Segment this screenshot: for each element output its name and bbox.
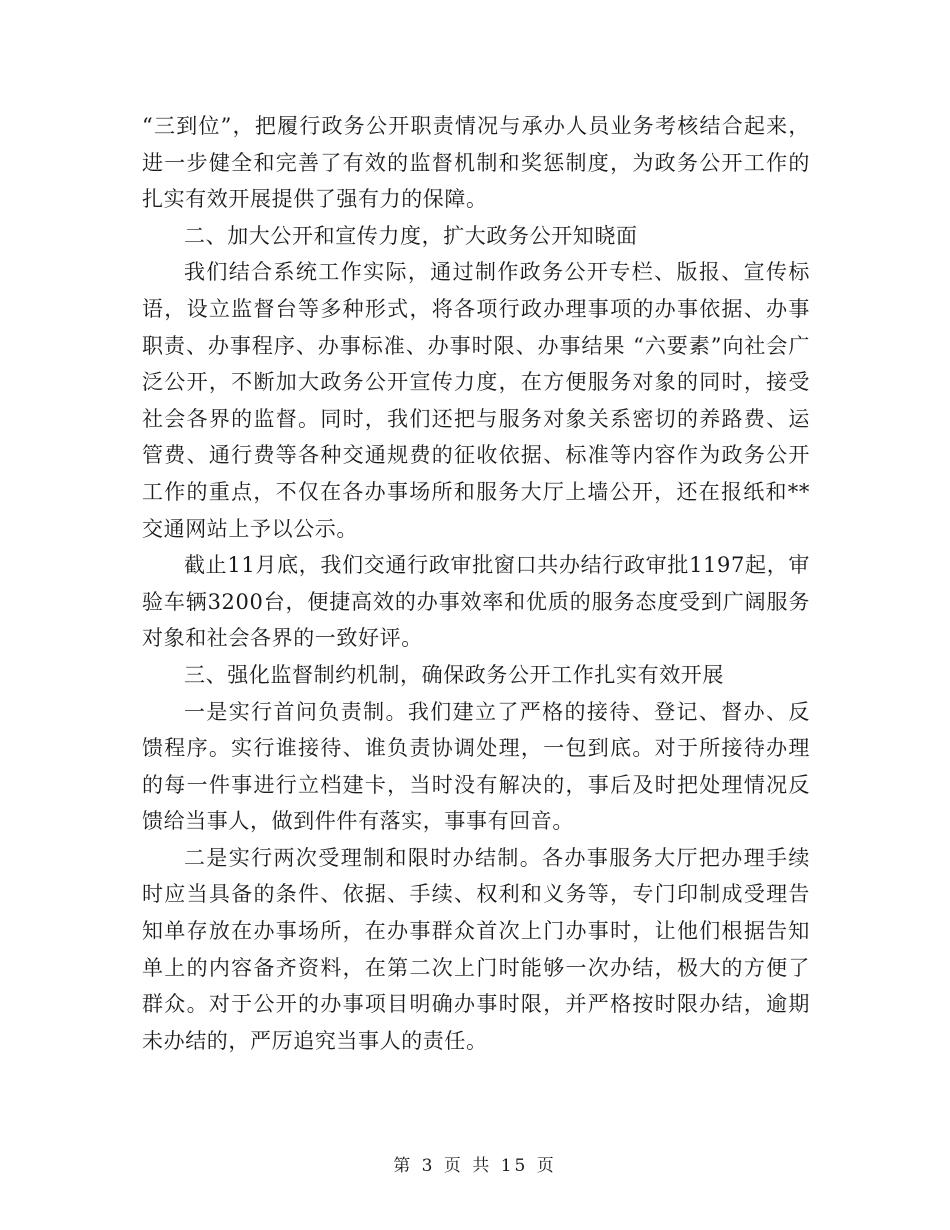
page-footer: 第 3 页 共 15 页	[393, 1156, 557, 1176]
paragraph-continuation: “三到位”，把履行政务公开职责情况与承办人员业务考核结合起来，进一步健全和完善了有效的监督机制和奖惩制度，为政务公开工作的扎实有效开展提供了强有力的保障。	[142, 114, 810, 212]
paragraph-publicity: 我们结合系统工作实际，通过制作政务公开专栏、版报、宣传标语，设立监督台等多种形式，将各项行政办理事项的办事依据、办事职责、办事程序、办事标准、办事时限、办事结果 “六要素”向社会广泛公开，不断加大政务公开宣传力度，在方便服务对象的同时，接受社会各界的监督。同时，我们还把与服务对象关系密切的养路费、运管费、通行费等各种交通规费的征收依据、标准等内容作为政务公开工作的重点，不仅在各办事场所和服务大厅上墙公开，还在报纸和**交通网站上予以公示。	[142, 260, 810, 541]
document-body	[142, 108, 810, 1059]
paragraph-first-inquiry: 一是实行首问负责制。我们建立了严格的接待、登记、督办、反馈程序。实行谁接待、谁负责协调处理，一包到底。对于所接待办理的每一件事进行立档建卡，当时没有解决的，事后及时把处理情况反馈给当事人，做到件件有落实，事事有回音。	[142, 699, 810, 834]
paragraph-statistics: 截止11月底，我们交通行政审批窗口共办结行政审批1197起，审验车辆3200台，便捷高效的办事效率和优质的服务态度受到广阔服务对象和社会各界的一致好评。	[142, 553, 810, 651]
section-heading-2: 二、加大公开和宣传力度，扩大政务公开知晓面	[184, 223, 638, 248]
paragraph-two-acceptance: 二是实行两次受理制和限时办结制。各办事服务大厅把办理手续时应当具备的条件、依据、手续、权利和义务等，专门印制成受理告知单存放在办事场所，在办事群众首次上门办事时，让他们根据告知单上的内容备齐资料，在第二次上门时能够一次办结，极大的方便了群众。对于公开的办事项目明确办事时限，并严格按时限办结，逾期未办结的，严厉追究当事人的责任。	[142, 845, 810, 1053]
section-heading-3: 三、强化监督制约机制，确保政务公开工作扎实有效开展	[184, 662, 724, 687]
